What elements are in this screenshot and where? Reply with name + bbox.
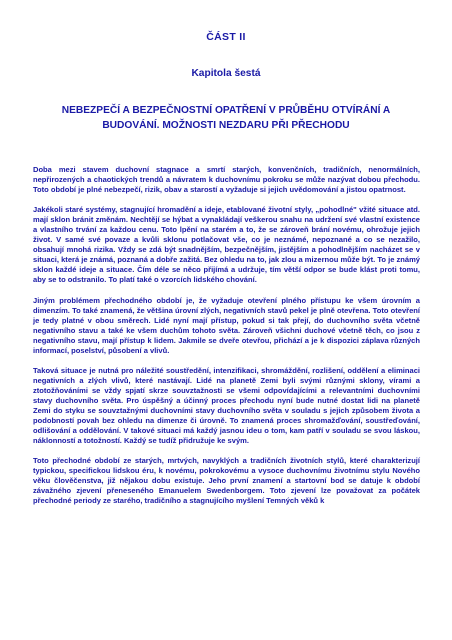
part-heading: ČÁST II — [206, 31, 246, 43]
body-text — [33, 165, 420, 516]
paragraph: Taková situace je nutná pro náležité soustředění, intenzifikaci, shromáždění, rozlišení, oddělení a eliminaci negativních a zlých vlivů, které nastávají. Lidé na planetě Zemi byli svými různými sklony, vírami a ztotožňováními se vždy spjatí skrze souvztažnosti se všemi odpovídajícími a relevantními duchovními stavy duchovního světa. Pro úspěšný a účinný proces přechodu nyní bude nutné dostat lidi na planetě Zemi do styku se souvztažnými duchovními stavy duchovního světa v souladu s jejich způsobem života a podobností povah bez ohledu na dimenze či úrovně. To znamená proces shromažďování, soustřeďování, odlišování a oddělování. V takové situaci má každý jasnou ideu o tom, kam patří v souladu se svou láskou, náklonností a totožností. Každý se tudíž přidružuje ke svým. — [33, 365, 420, 446]
paragraph: Jiným problémem přechodného období je, že vyžaduje otevření plného přístupu ke všem úrovním a dimenzím. To také znamená, že většina úrovní zlých, negativních stavů pekel je plně otevřena. Toto otevření je tedy platné v obou směrech. Lidé nyní mají přístup, pokud si tak přejí, do duchovního světa včetně negativního stavu a také ke všem duchům tohoto světa. Zároveň všichni duchové včetně těch, co jsou z negativního stavu, mají přístup k lidem. Jakmile se dveře otevřou, přichází a je k dispozici záplava různých informací, poselství, působení a vlivů. — [33, 295, 420, 355]
chapter-title: NEBEZPEČÍ A BEZPEČNOSTNÍ OPATŘENÍ V PRŮBĚHU OTVÍRÁNÍ A BUDOVÁNÍ. MOŽNOSTI NEZDARU PŘI PŘECHODU — [61, 105, 391, 131]
paragraph: Doba mezi stavem duchovní stagnace a smrtí starých, konvenčních, tradičních, nenormálních, nepřirozených a chaotických trendů a návratem k duchovnímu pokroku se může nazývat dobou přechodu. Toto období je plné nebezpečí, rizik, obav a starostí a vyžaduje si jejich uvědomování a jistou opatrnost. — [33, 165, 420, 195]
chapter-heading: Kapitola šestá — [191, 68, 261, 79]
paragraph: Jakékoli staré systémy, stagnující hromadění a ideje, etablované životní styly, „pohodlné" vžité situace atd. mají sklon bránit změnám. Nechtějí se hýbat a vynakládají veškerou snahu na udržení své vlastní existence a vlastního trvání za každou cenu. Toto lpění na starém a to, že se zároveň brání novému, ohrožuje jejich život. V samé své povaze a kvůli sklonu potlačovat vše, co je neznámé, nepoznané a co se nezažilo, obsahují mnohá rizika. Vždy se zdá být snadnějším, bezpečnějším, jistějším a pohodlnějším nacházet se v situaci, která je známá, poznaná a dobře zažitá. Bez ohledu na to, jak zlou a mizernou může být. To je známý sklon každé ideje a situace. Čím déle se něco přijímá a udržuje, tím větší odpor se bude klást proti tomu, aby se to odstranilo. To platí také o vzorcích lidského chování. — [33, 205, 420, 285]
paragraph: Toto přechodné období ze starých, mrtvých, navyklých a tradičních životních stylů, které charakterizují typickou, specifickou lidskou éru, k novému, pokrokovému a vysoce duchovnímu životnímu stylu Nového věku člověčenstva, již nějakou dobu existuje. Jeho první znamení a startovní bod se datuje k období závažného zjevení přeneseného Emanuelem Swedenborgem. Toto zjevení lze považovat za počátek přechodné periody ze starého, tradičního a stagnujícího myšlení Temných věků k — [33, 456, 420, 506]
